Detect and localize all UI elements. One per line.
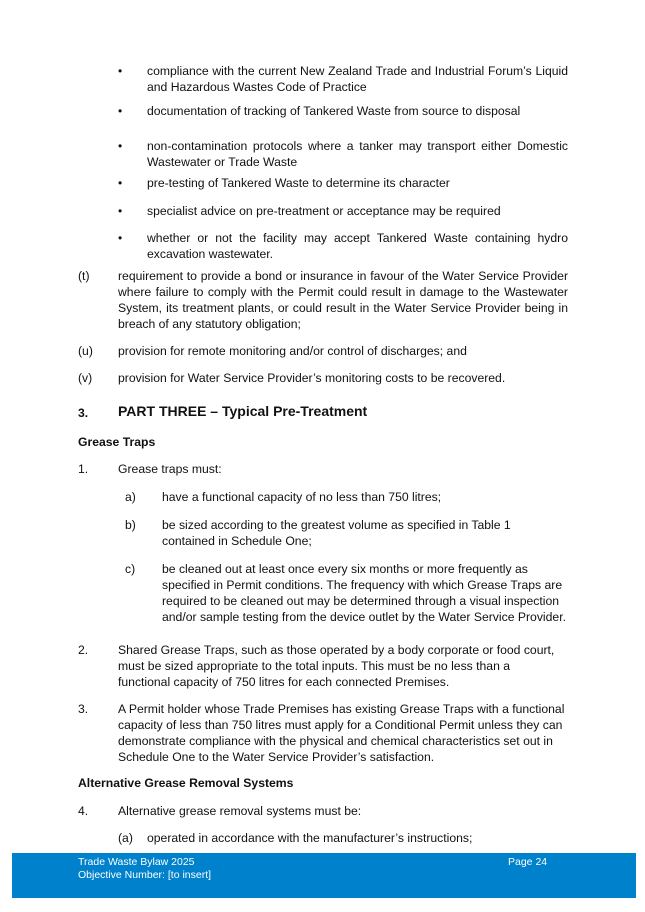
clause-label: (v) xyxy=(78,371,93,385)
alternative-heading: Alternative Grease Removal Systems xyxy=(78,776,294,790)
section-title: PART THREE – Typical Pre-Treatment xyxy=(118,403,368,419)
clause-text: provision for remote monitoring and/or control of discharges; and xyxy=(118,344,467,358)
bullet-icon: • xyxy=(118,64,123,78)
item-text: Alternative grease removal systems must be: xyxy=(118,804,362,818)
footer-page-number: Page 24 xyxy=(508,856,548,868)
clause-text: provision for Water Service Provider’s monitoring costs to be recovered. xyxy=(118,371,506,385)
subitem-text: be sized according to the greatest volume as specified in Table 1 contained in Schedule One; xyxy=(162,518,511,548)
item-label: 4. xyxy=(78,804,89,818)
bullet-icon: • xyxy=(118,231,123,245)
subitem-label: a) xyxy=(125,490,136,504)
subitem-label: c) xyxy=(125,562,136,576)
footer-title: Trade Waste Bylaw 2025 xyxy=(78,856,195,868)
subitem-text: have a functional capacity of no less than 750 litres; xyxy=(162,490,442,504)
page-footer xyxy=(12,853,636,898)
item-label: 1. xyxy=(78,462,89,476)
bullet-icon: • xyxy=(118,104,123,118)
item-text: Grease traps must: xyxy=(118,462,222,476)
subitem-text: be cleaned out at least once every six months or more frequently as specified in Permit conditions. The frequency with which Grease Traps are required to be cleaned out may be determined through a visual inspection and/or sample testing from the device outlet by the Water Service Provider. xyxy=(162,562,566,624)
bullet-icon: • xyxy=(118,204,123,218)
bullet-icon: • xyxy=(118,176,123,190)
subitem-label: (a) xyxy=(118,831,133,845)
bullet-text: compliance with the current New Zealand Trade and Industrial Forum’s Liquid and Hazardous Wastes Code of Practice xyxy=(147,64,568,94)
grease-traps-heading: Grease Traps xyxy=(78,435,156,449)
bullet-text: pre-testing of Tankered Waste to determine its character xyxy=(147,176,450,190)
bullet-text: documentation of tracking of Tankered Waste from source to disposal xyxy=(147,104,521,118)
item-text: A Permit holder whose Trade Premises has existing Grease Traps with a functional capacity of less than 750 litres must apply for a Conditional Permit unless they can demonstrate compliance with the physical and chemical characteristics set out in Schedule One to the Water Service Provider’s satisfaction. xyxy=(118,702,565,764)
footer-objective-number: Objective Number: [to insert] xyxy=(78,869,212,881)
subitem-text: operated in accordance with the manufacturer’s instructions; xyxy=(147,831,473,845)
bullet-text: non-contamination protocols where a tanker may transport either Domestic Wastewater or Trade Waste xyxy=(147,139,568,169)
clause-text: requirement to provide a bond or insurance in favour of the Water Service Provider where failure to comply with the Permit could result in damage to the Wastewater System, its treatment plants, or could result in the Water Service Provider being in breach of any statutory obligation; xyxy=(118,269,568,331)
subitem-label: b) xyxy=(125,518,136,532)
item-label: 2. xyxy=(78,643,89,657)
bullet-text: specialist advice on pre-treatment or acceptance may be required xyxy=(147,204,501,218)
bullet-icon: • xyxy=(118,139,123,153)
clause-label: (u) xyxy=(78,344,93,358)
clause-label: (t) xyxy=(78,269,90,283)
item-text: Shared Grease Traps, such as those operated by a body corporate or food court, must be sized appropriate to the total inputs. This must be no less than a functional capacity of 750 litres for each connected Premises. xyxy=(118,643,555,689)
bullet-text: whether or not the facility may accept Tankered Waste containing hydro excavation wastewater. xyxy=(147,231,568,261)
section-number: 3. xyxy=(78,406,89,420)
item-label: 3. xyxy=(78,702,89,716)
